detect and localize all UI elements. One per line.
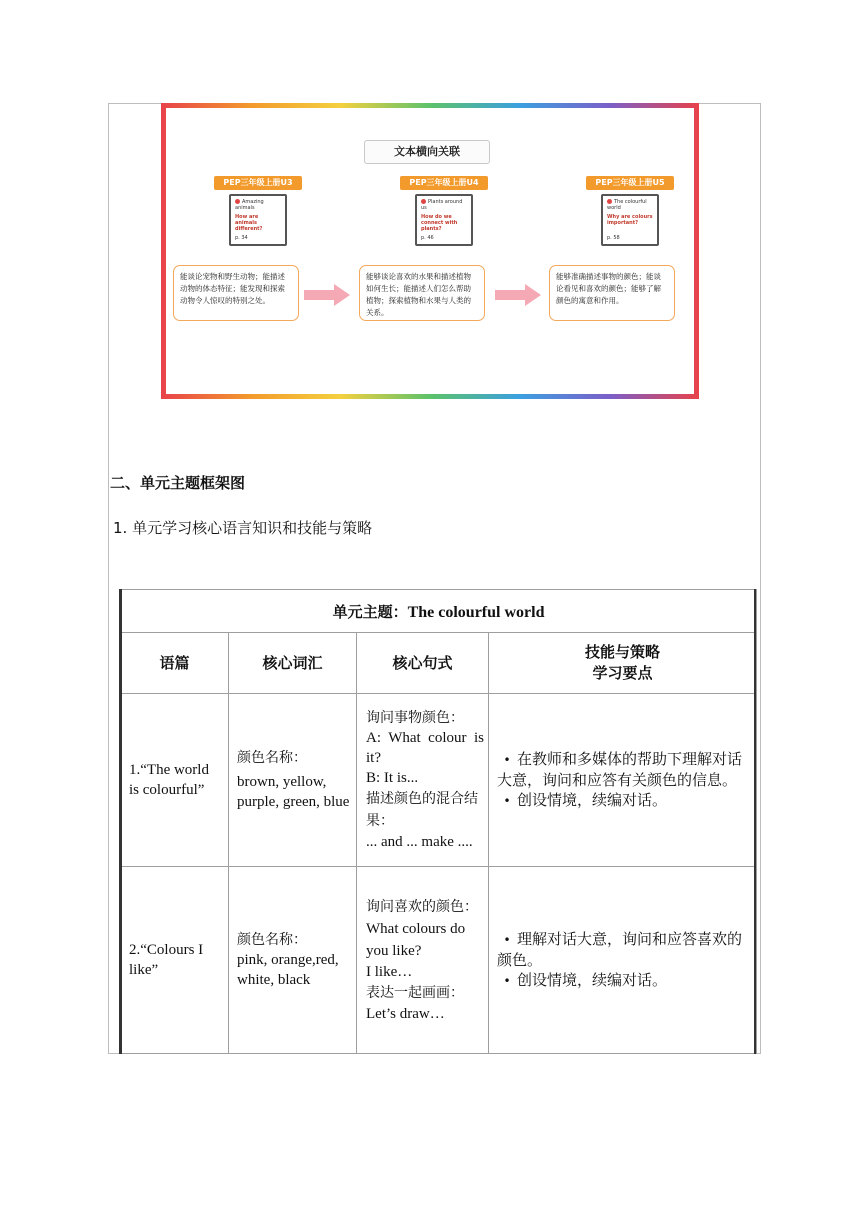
table-title-prefix: 单元主题： [332, 602, 408, 621]
table-row [121, 694, 757, 867]
sentence-cell [357, 694, 489, 867]
bullet-icon: • [503, 794, 511, 808]
unit-connection-graphic [161, 103, 699, 399]
vocab-words: pink, orange,red, white, black [237, 952, 339, 988]
vocab-cell [229, 867, 357, 1054]
sentence-label: 询问喜欢的颜色： [366, 899, 478, 915]
skill-text: 创设情境，续编对话。 [517, 791, 668, 809]
unit-column-u5 [566, 176, 694, 246]
sentence-line: What colours do you like? [366, 921, 466, 959]
table-row [121, 867, 757, 1054]
unit-description-u5: 能够准确描述事物的颜色；能谈论看见和喜欢的颜色；能够了解颜色的寓意和作用。 [549, 265, 675, 321]
vocab-words: brown, yellow, purple, green, blue [237, 774, 350, 810]
card-question: How do we connect with plants? [421, 214, 458, 232]
unit-number-icon [607, 199, 612, 204]
skills-header-line2: 学习要点 [592, 664, 653, 682]
card-page: p. 58 [607, 235, 620, 241]
skills-header-line1: 技能与策略 [585, 643, 661, 661]
unit-column-u4 [380, 176, 508, 246]
sentence-line: I like… [366, 964, 413, 980]
unit-number-icon [421, 199, 426, 204]
table-title [121, 590, 757, 633]
sentence-label: 询问事物颜色： [366, 710, 464, 726]
bullet-icon: • [503, 974, 511, 988]
sentence-label: 表达一起画画： [366, 985, 464, 1001]
vocab-label: 颜色名称： [237, 932, 307, 948]
unit-tag: PEP三年级上册U4 [400, 176, 488, 190]
unit-framework-table [120, 589, 757, 1054]
skill-cell [489, 694, 757, 867]
sentence-line: Let’s draw… [366, 1006, 445, 1022]
skill-text: 理解对话大意，询问和应答喜欢的颜色。 [497, 930, 743, 969]
column-header-skills [489, 633, 757, 694]
skill-text: 在教师和多媒体的帮助下理解对话大意，询问和应答有关颜色的信息。 [497, 750, 743, 789]
unit-tag: PEP三年级上册U5 [586, 176, 674, 190]
text-title-cell: 2.“Colours I like” [121, 867, 229, 1054]
unit-number-icon [235, 199, 240, 204]
unit-cover-card [229, 194, 287, 246]
skill-cell [489, 867, 757, 1054]
section-heading: 二、单元主题框架图 [110, 474, 246, 492]
card-question: Why are colours important? [607, 214, 653, 226]
unit-tag: PEP三年级上册U3 [214, 176, 302, 190]
card-title: Amazing animals [235, 199, 264, 211]
unit-cover-card [601, 194, 659, 246]
column-header-sentences: 核心句式 [357, 633, 489, 694]
column-header-text: 语篇 [121, 633, 229, 694]
graphic-canvas [166, 108, 694, 394]
sentence-cell [357, 867, 489, 1054]
table-left-rule [119, 589, 122, 1054]
skill-point [497, 929, 750, 970]
table-title-theme: The colourful world [407, 603, 545, 621]
unit-description-u3: 能谈论宠物和野生动物；能描述动物的体态特征；能发现和探索动物令人惊叹的特别之处。 [173, 265, 299, 321]
sentence-line: B: It is... [366, 770, 419, 786]
card-title: Plants around us [421, 199, 463, 211]
unit-cover-card [415, 194, 473, 246]
sentence-label: 描述颜色的混合结果： [366, 791, 478, 829]
table-right-rule [754, 589, 756, 1054]
unit-column-u3 [194, 176, 322, 246]
card-page: p. 34 [235, 235, 248, 241]
text-title-cell: 1.“The world is colourful” [121, 694, 229, 867]
card-title: The colourful world [607, 199, 647, 211]
skill-point [497, 970, 750, 991]
bullet-icon: • [503, 753, 511, 767]
skill-point [497, 749, 750, 790]
unit-description-u4: 能够谈论喜欢的水果和描述植物如何生长；能描述人们怎么帮助植物；探索植物和水果与人类的关系。 [359, 265, 485, 321]
card-question: How are animals different? [235, 214, 263, 232]
right-arrow-icon [304, 284, 350, 306]
column-header-vocab: 核心词汇 [229, 633, 357, 694]
card-page: p. 46 [421, 235, 434, 241]
sentence-line: A: What colour is it? [366, 730, 484, 766]
vocab-cell [229, 694, 357, 867]
bullet-icon: • [503, 933, 511, 947]
right-arrow-icon [495, 284, 541, 306]
skill-point [497, 790, 750, 811]
skill-text: 创设情境，续编对话。 [517, 971, 668, 989]
vocab-label: 颜色名称： [237, 750, 307, 766]
sentence-line: ... and ... make .... [366, 834, 473, 850]
graphic-title: 文本横向关联 [364, 140, 490, 164]
subsection-heading: 1. 单元学习核心语言知识和技能与策略 [113, 519, 373, 537]
